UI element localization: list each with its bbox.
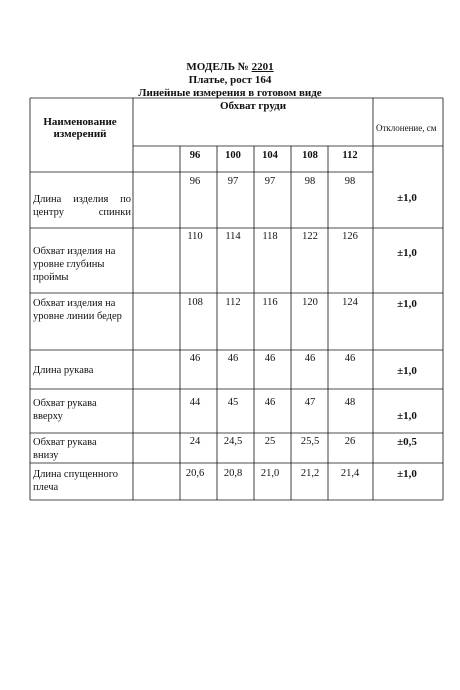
row-tolerance: ±1,0 [397, 192, 417, 204]
size-header: 100 [225, 150, 241, 161]
row-name: Длина рукава [33, 365, 94, 376]
row-value: 110 [187, 231, 203, 242]
row-value: 122 [302, 231, 318, 242]
row-tolerance: ±1,0 [397, 247, 417, 259]
row-tolerance: ±0,5 [397, 436, 417, 448]
table-title: Линейные измерения в готовом виде [138, 87, 322, 99]
row-value: 21,2 [300, 468, 320, 479]
name-column-header: Наименование измерений [43, 116, 117, 140]
row-value: 97 [227, 176, 239, 187]
row-value: 21,4 [340, 468, 360, 479]
row-value: 46 [189, 353, 201, 364]
row-tolerance: ±1,0 [397, 468, 417, 480]
row-value: 97 [264, 176, 276, 187]
row-value: 114 [225, 231, 241, 242]
row-value: 108 [187, 297, 203, 308]
row-name: Обхват изделия на уровне линии бедер [33, 298, 122, 322]
row-name: Длина спущенного плеча [33, 469, 118, 493]
row-tolerance: ±1,0 [397, 298, 417, 310]
row-name: Обхват изделия на уровне глубины проймы [33, 246, 116, 283]
row-value: 116 [262, 297, 278, 308]
row-value: 44 [189, 397, 201, 408]
row-value: 46 [227, 353, 239, 364]
row-tolerance: ±1,0 [397, 410, 417, 422]
row-value: 20,8 [223, 468, 243, 479]
row-value: 25 [264, 436, 276, 447]
row-value: 47 [304, 397, 316, 408]
row-value: 46 [264, 353, 276, 364]
row-value: 26 [344, 436, 356, 447]
model-prefix: МОДЕЛЬ № [186, 61, 249, 73]
row-value: 124 [342, 297, 358, 308]
row-value: 45 [227, 397, 239, 408]
model-number: 2201 [251, 61, 274, 73]
row-value: 24,5 [223, 436, 243, 447]
row-value: 48 [344, 397, 356, 408]
row-value: 112 [225, 297, 241, 308]
row-value: 126 [342, 231, 358, 242]
row-value: 46 [304, 353, 316, 364]
row-value: 118 [262, 231, 278, 242]
row-value: 46 [264, 397, 276, 408]
row-name: Длина изделия по центру спинки [33, 194, 131, 218]
row-tolerance: ±1,0 [397, 365, 417, 377]
size-header: 96 [189, 150, 201, 161]
row-value: 98 [304, 176, 316, 187]
row-value: 20,6 [185, 468, 205, 479]
row-value: 96 [189, 176, 201, 187]
row-value: 25,5 [300, 436, 320, 447]
row-value: 21,0 [260, 468, 280, 479]
row-name: Обхват рукава вверху [33, 398, 97, 422]
row-name: Обхват рукава внизу [33, 437, 97, 461]
size-header: 104 [262, 150, 278, 161]
tolerance-column-header: Отклонение, см [376, 123, 437, 133]
row-value: 46 [344, 353, 356, 364]
row-value: 98 [344, 176, 356, 187]
subtitle: Платье, рост 164 [188, 74, 272, 86]
size-header: 112 [342, 150, 358, 161]
chest-column-header: Обхват груди [219, 100, 287, 112]
row-value: 24 [189, 436, 201, 447]
size-header: 108 [302, 150, 318, 161]
row-value: 120 [302, 297, 318, 308]
